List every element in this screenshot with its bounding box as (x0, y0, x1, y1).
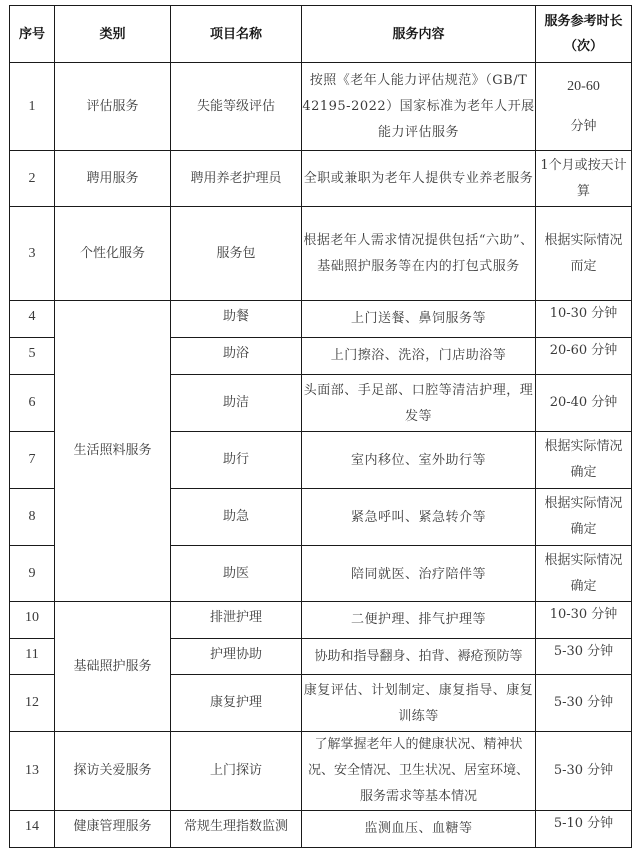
duration-line2: 分钟 (570, 118, 597, 134)
cell-seq: 11 (10, 639, 55, 675)
cell-category: 生活照料服务 (55, 301, 171, 602)
cell-duration: 10-30 分钟 (536, 301, 632, 338)
cell-content: 康复评估、计划制定、康复指导、康复训练等 (302, 675, 536, 732)
cell-item: 助行 (171, 432, 302, 489)
cell-item: 助洁 (171, 375, 302, 432)
cell-item: 助医 (171, 546, 302, 602)
table-row (10, 732, 632, 811)
cell-item: 助急 (171, 489, 302, 546)
header-category: 类别 (55, 6, 171, 63)
header-item: 项目名称 (171, 6, 302, 63)
cell-seq: 13 (10, 732, 55, 811)
table-row (10, 602, 632, 639)
header-seq: 序号 (10, 6, 55, 63)
cell-content: 上门送餐、鼻饲服务等 (302, 301, 536, 338)
cell-content: 头面部、手足部、口腔等清洁护理，理发等 (302, 375, 536, 432)
cell-duration: 5-10 分钟 (536, 811, 632, 848)
cell-item: 上门探访 (171, 732, 302, 811)
cell-item: 康复护理 (171, 675, 302, 732)
cell-content: 根据老年人需求情况提供包括“六助”、基础照护服务等在内的打包式服务 (302, 207, 536, 301)
table-row (10, 207, 632, 301)
cell-item: 助餐 (171, 301, 302, 338)
cell-item: 聘用养老护理员 (171, 151, 302, 207)
cell-seq: 10 (10, 602, 55, 639)
service-table (9, 5, 632, 848)
cell-duration (536, 63, 632, 151)
header-duration: 服务参考时长（次） (536, 6, 632, 63)
cell-duration: 5-30 分钟 (536, 675, 632, 732)
table-row (10, 811, 632, 848)
cell-duration: 根据实际情况确定 (536, 432, 632, 489)
cell-category: 个性化服务 (55, 207, 171, 301)
cell-seq: 5 (10, 338, 55, 375)
table-row (10, 301, 632, 338)
cell-category: 健康管理服务 (55, 811, 171, 848)
cell-item: 服务包 (171, 207, 302, 301)
table-row (10, 63, 632, 151)
cell-content: 室内移位、室外助行等 (302, 432, 536, 489)
cell-item: 护理协助 (171, 639, 302, 675)
cell-content: 陪同就医、治疗陪伴等 (302, 546, 536, 602)
cell-content: 协助和指导翻身、拍背、褥疮预防等 (302, 639, 536, 675)
cell-item: 排泄护理 (171, 602, 302, 639)
table-row (10, 151, 632, 207)
cell-content: 上门擦浴、洗浴，门店助浴等 (302, 338, 536, 375)
cell-content: 全职或兼职为老年人提供专业养老服务 (302, 151, 536, 207)
cell-content: 紧急呼叫、紧急转介等 (302, 489, 536, 546)
cell-duration: 根据实际情况而定 (536, 207, 632, 301)
duration-line1: 20-60 (567, 78, 600, 94)
cell-seq: 2 (10, 151, 55, 207)
cell-item: 常规生理指数监测 (171, 811, 302, 848)
cell-seq: 1 (10, 63, 55, 151)
cell-seq: 9 (10, 546, 55, 602)
cell-item: 失能等级评估 (171, 63, 302, 151)
cell-duration: 20-40 分钟 (536, 375, 632, 432)
cell-category: 评估服务 (55, 63, 171, 151)
header-content: 服务内容 (302, 6, 536, 63)
cell-category: 聘用服务 (55, 151, 171, 207)
cell-seq: 7 (10, 432, 55, 489)
cell-duration: 1个月或按天计算 (536, 151, 632, 207)
cell-seq: 8 (10, 489, 55, 546)
cell-content: 按照《老年人能力评估规范》（GB/T 42195-2022）国家标准为老年人开展能力评估服务 (302, 63, 536, 151)
cell-item: 助浴 (171, 338, 302, 375)
cell-content: 二便护理、排气护理等 (302, 602, 536, 639)
cell-duration: 5-30 分钟 (536, 732, 632, 811)
cell-category: 基础照护服务 (55, 602, 171, 732)
cell-duration: 根据实际情况确定 (536, 489, 632, 546)
cell-seq: 3 (10, 207, 55, 301)
cell-content: 监测血压、血糖等 (302, 811, 536, 848)
cell-category: 探访关爱服务 (55, 732, 171, 811)
cell-seq: 4 (10, 301, 55, 338)
cell-duration: 10-30 分钟 (536, 602, 632, 639)
table-header-row (10, 6, 632, 63)
cell-seq: 6 (10, 375, 55, 432)
cell-seq: 14 (10, 811, 55, 848)
cell-duration: 5-30 分钟 (536, 639, 632, 675)
cell-seq: 12 (10, 675, 55, 732)
cell-duration: 20-60 分钟 (536, 338, 632, 375)
cell-content: 了解掌握老年人的健康状况、精神状况、安全情况、卫生状况、居室环境、服务需求等基本情况 (302, 732, 536, 811)
cell-duration: 根据实际情况确定 (536, 546, 632, 602)
